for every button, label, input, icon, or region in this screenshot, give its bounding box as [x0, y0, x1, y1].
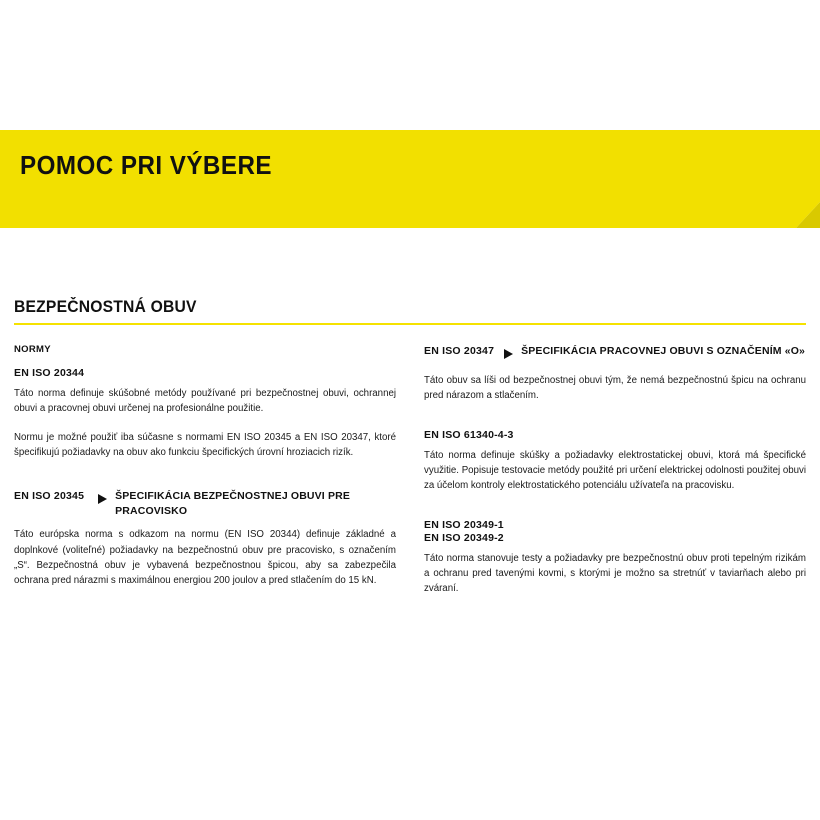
right-column — [424, 344, 806, 597]
triangle-right-icon — [504, 344, 513, 364]
spec-20345-header — [14, 489, 396, 518]
section-divider — [14, 323, 806, 325]
section-header — [14, 298, 806, 325]
spec-20347-header — [424, 344, 806, 364]
header-banner — [0, 130, 820, 228]
norm-code-20349-2: EN ISO 20349-2 — [424, 531, 504, 544]
triangle-right-icon — [98, 489, 107, 509]
norm-20344-paragraph-1: Táto norma definuje skúšobné metódy používané pri bezpečnostnej obuvi, ochrannej obuvi a pracovnej obuvi určenej na profesionálne použitie. — [14, 388, 396, 415]
norm-20349-paragraph: Táto norma stanovuje testy a požiadavky pre bezpečnostnú obuv proti tepelným rizikám a ochranu pred tavenými kovmi, s ktorými je možno sa stretnúť v taviarňach alebo pri zváraní. — [424, 552, 806, 595]
left-column — [14, 344, 396, 597]
norm-code-61340: EN ISO 61340-4-3 — [424, 428, 514, 441]
spec-20345-title: ŠPECIFIKÁCIA BEZPEČNOSTNEJ OBUVI PRE PRACOVISKO — [115, 490, 350, 517]
page-title: POMOC PRI VÝBERE — [20, 150, 272, 180]
norm-code-20347: EN ISO 20347 — [424, 345, 495, 357]
norm-code-20344: EN ISO 20344 — [14, 367, 85, 379]
norms-label: NORMY — [14, 344, 51, 355]
norm-code-20345: EN ISO 20345 — [14, 490, 85, 503]
section-heading: BEZPEČNOSTNÁ OBUV — [14, 298, 197, 316]
spec-20345-paragraph: Táto európska norma s odkazom na normu (EN ISO 20344) definuje základné a doplnkové (voliteľné) požiadavky na bezpečnostnú obuv pre pracovisko, s označením „S“. Bezpečnostná obuv je vybavená bezpečnostnou špicou, aby sa zabezpečila ochrana pred nárazmi s maximálnou energiou 200 joulov a pred stlačením do 15 kN. — [14, 529, 396, 587]
norm-code-20349-1: EN ISO 20349-1 — [424, 518, 504, 531]
content-columns — [14, 344, 806, 597]
spec-20347-title: ŠPECIFIKÁCIA PRACOVNEJ OBUVI S OZNAČENÍM «O» — [521, 345, 806, 357]
spec-20347-paragraph: Táto obuv sa líši od bezpečnostnej obuvi tým, že nemá bezpečnostnú špicu na ochranu pred nárazom a stlačením. — [424, 375, 806, 402]
norm-20344-paragraph-2: Normu je možné použiť iba súčasne s normami EN ISO 20345 a EN ISO 20347, ktoré špecifikujú požiadavky na obuv ako funkciu špecifických úrovní hroziacich rizík. — [14, 431, 396, 458]
norm-61340-paragraph: Táto norma definuje skúšky a požiadavky elektrostatickej obuvi, ktorá má špecifické využitie. Popisuje testovacie metódy použité pri určení elektrickej odolnosti použitej obuvi za účelom kontroly elektrostatického potenciálu užívateľa na pracovisku. — [424, 449, 806, 492]
